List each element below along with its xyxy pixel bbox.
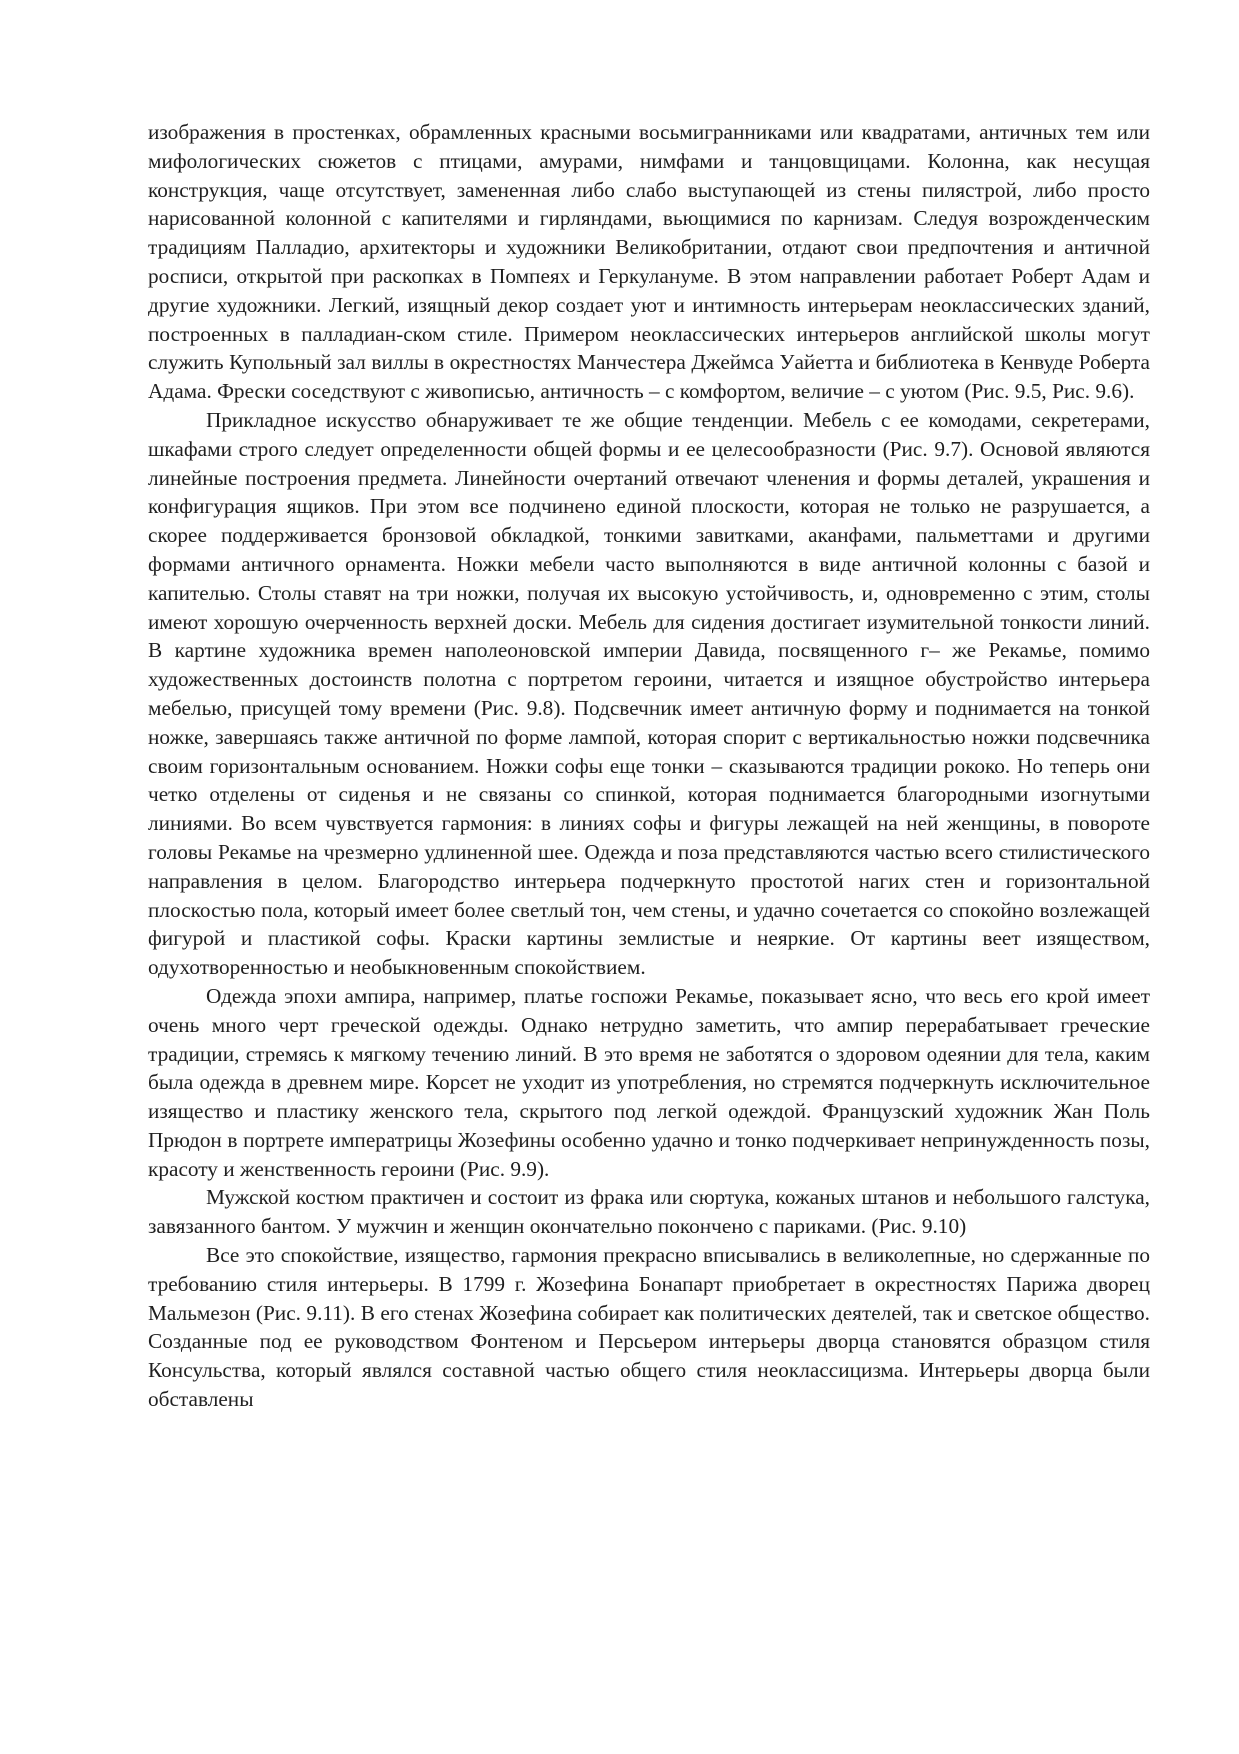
paragraph-applied-arts: Прикладное искусство обнаруживает те же общие тенденции. Мебель с ее комодами, секретерами, шкафами строго следует определенности общей формы и ее целесообразности (Рис. 9.7). Основой являются линейные построения предмета. Линейности очертаний отвечают членения и формы деталей, украшения и конфигурация ящиков. При этом все подчинено единой плоскости, которая не только не разрушается, а скорее поддерживается бронзовой обкладкой, тонкими завитками, аканфами, пальметтами и другими формами античного орнамента. Ножки мебели часто выполняются в виде античной колонны с базой и капителью. Столы ставят на три ножки, получая их высокую устойчивость, и, одновременно с этим, столы имеют хорошую очерченность верхней доски. Мебель для сидения достигает изумительной тонкости линий. В картине художника времен наполеоновской империи Давида, посвященного г– же Рекамье, помимо художественных достоинств полотна с портретом героини, читается и изящное обустройство интерьера мебелью, присущей тому времени (Рис. 9.8). Подсвечник имеет античную форму и поднимается на тонкой ножке, завершаясь также античной по форме лампой, которая спорит с вертикальностью ножки подсвечника своим горизонтальным основанием. Ножки софы еще тонки – сказываются традиции рококо. Но теперь они четко отделены от сиденья и не связаны со спинкой, которая поднимается благородными изогнутыми линиями. Во всем чувствуется гармония: в линиях софы и фигуры лежащей на ней женщины, в повороте головы Рекамье на чрезмерно удлиненной шее. Одежда и поза представляются частью всего стилистического направления в целом. Благородство интерьера подчеркнуто простотой нагих стен и горизонтальной плоскостью пола, который имеет более светлый тон, чем стены, и удачно сочетается со спокойно возлежащей фигурой и пластикой софы. Краски картины землистые и неяркие. От картины веет изяществом, одухотворенностью и необыкновенным спокойствием. (148, 407, 1150, 980)
paragraph-neoclassical-interiors: изображения в простенках, обрамленных красными восьмигранниками или квадратами, античных тем или мифологических сюжетов с птицами, амурами, нимфами и танцовщицами. Колонна, как несущая конструкция, чаще отсутствует, замененная либо слабо выступающей из стены пилястрой, либо просто нарисованной колонной с капителями и гирляндами, вьющимися по карнизам. Следуя возрожденческим традициям Палладио, архитекторы и художники Великобритании, отдают свои предпочтения и античной росписи, открытой при раскопках в Помпеях и Геркулануме. В этом направлении работает Роберт Адам и другие художники. Легкий, изящный декор создает уют и интимность интерьерам неоклассических зданий, построенных в палладиан-ском стиле. Примером неоклассических интерьеров английской школы могут служить Купольный зал виллы в окрестностях Манчестера Джеймса Уайетта и библиотека в Кенвуде Роберта Адама. Фрески соседствуют с живописью, античность – с комфортом, величие – с уютом (Рис. 9.5, Рис. 9.6). (148, 120, 1150, 404)
document-page (148, 118, 1150, 1638)
paragraph-empire-clothing: Одежда эпохи ампира, например, платье госпожи Рекамье, показывает ясно, что весь его крой имеет очень много черт греческой одежды. Однако нетрудно заметить, что ампир перерабатывает греческие традиции, стремясь к мягкому течению линий. В это время не заботятся о здоровом одеянии для тела, каким была одежда в древнем мире. Корсет не уходит из употребления, но стремятся подчеркнуть исключительное изящество и пластику женского тела, скрытого под легкой одеждой. Французский художник Жан Поль Прюдон в портрете императрицы Жозефины особенно удачно и тонко подчеркивает непринужденность позы, красоту и женственность героини (Рис. 9.9). (148, 983, 1150, 1181)
paragraph-malmaison: Все это спокойствие, изящество, гармония прекрасно вписывались в великолепные, но сдержанные по требованию стиля интерьеры. В 1799 г. Жозефина Бонапарт приобретает в окрестностях Парижа дворец Мальмезон (Рис. 9.11). В его стенах Жозефина собирает как политических деятелей, так и светское общество. Созданные под ее руководством Фонтеном и Персьером интерьеры дворца становятся образцом стиля Консульства, который являлся составной частью общего стиля неоклассицизма. Интерьеры дворца были обставлены (148, 1243, 1150, 1412)
paragraph-mens-costume: Мужской костюм практичен и состоит из фрака или сюртука, кожаных штанов и небольшого галстука, завязанного бантом. У мужчин и женщин окончательно покончено с париками. (Рис. 9.10) (148, 1185, 1150, 1239)
